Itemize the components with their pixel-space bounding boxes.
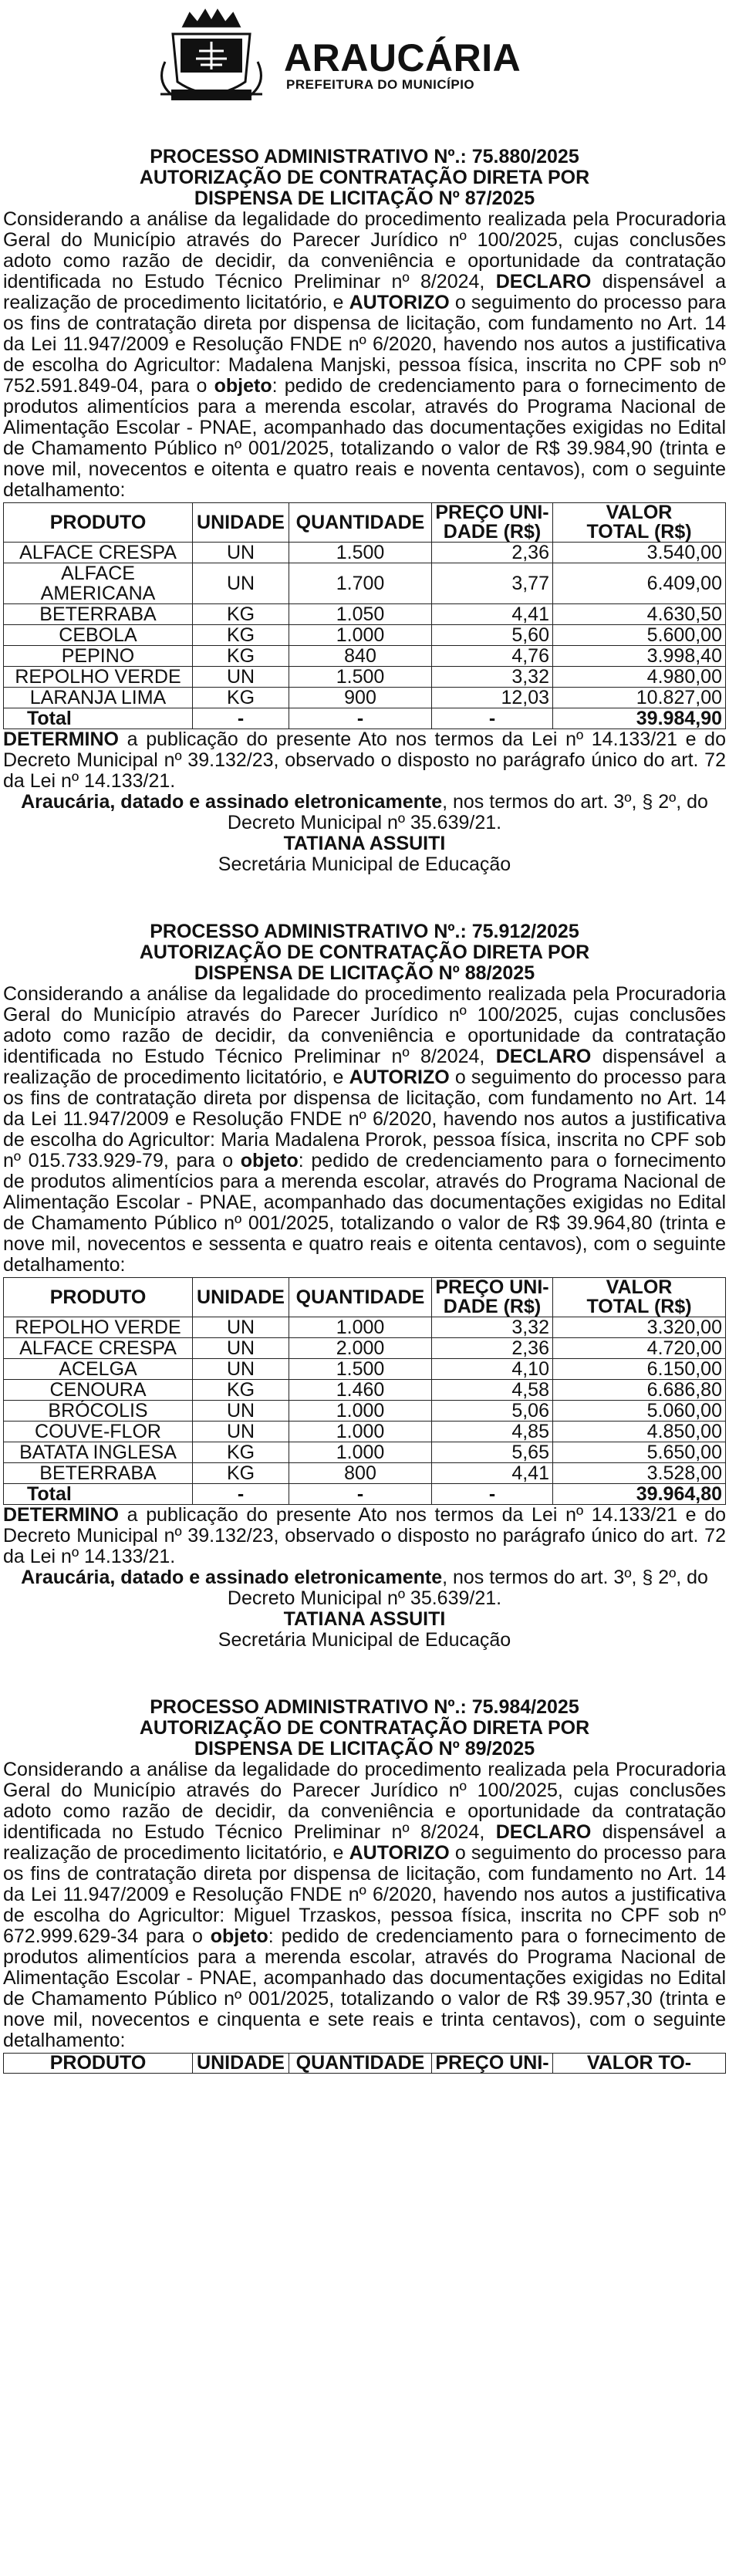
brand-name: ARAUCÁRIA [284,36,521,79]
act-body [3,1760,726,2051]
col-produto: PRODUTO [4,2054,193,2074]
body-part: : pedido de credenciamento para o fornecimento de produtos alimentícios para a merenda escolar, através do Programa Nacional de Alimentação Escolar - PNAE, acompanhado das documentações exigidas no Edital de Chamamento Público nº 001/2025, totalizando o valor de R$ 39.957,30 (trinta e nove mil, novecentos e cinquenta e sete reais e trinta centavos), com o seguinte detalhamento: [3,1925,726,2051]
cell-preco: 4,41 [432,1463,553,1484]
cell-preco: 3,32 [432,667,553,688]
items-table [3,502,726,729]
section-divider [3,875,726,921]
body-part: dispensável a realização de procedimento licitatório, e [3,1046,727,1088]
total-dash: - [289,1484,432,1505]
cell-total: 4.720,00 [553,1338,726,1359]
cell-unidade: KG [193,1463,289,1484]
body-part: Considerando a análise da legalidade do procedimento realizada pela Procuradoria Geral do Município através do Parecer Jurídico nº 100/2025, cujas conclusões adoto como razão de decidir, da conveniência e oportunidade da contratação identificada no Estudo Técnico Preliminar nº 8/2024, [3,983,726,1067]
cell-total: 5.650,00 [553,1442,726,1463]
cell-total: 10.827,00 [553,688,726,708]
col-preco: PREÇO UNI- DADE (R$) [432,1278,553,1317]
cell-total: 4.980,00 [553,667,726,688]
act-section-88 [3,921,726,1651]
table-row [4,1442,726,1463]
table-row [4,1317,726,1338]
cell-total: 3.540,00 [553,543,726,563]
process-number: PROCESSO ADMINISTRATIVO Nº.: 75.984/2025 [150,1696,579,1718]
cell-quantidade: 1.000 [289,625,432,646]
body-part: o seguimento do processo para os fins de contratação direta por dispensa de licitação, com fundamento no Art. 14 da Lei 11.947/2009 e Resolução FNDE nº 6/2020, havendo nos autos a justificativa de escolha do Agricultor: Maria Madalena Prorok, pessoa física, inscrita no CPF sob nº 015.733.929-79, para o [3,1067,726,1171]
closing-line [3,1567,726,1609]
cell-preco: 5,65 [432,1442,553,1463]
determination [3,729,726,792]
cell-unidade: UN [193,1422,289,1442]
cell-preco: 2,36 [432,543,553,563]
cell-unidade: KG [193,688,289,708]
act-section-89 [3,1697,726,2074]
cell-unidade: UN [193,667,289,688]
cell-unidade: UN [193,1401,289,1422]
cell-produto: CENOURA [4,1380,193,1401]
cell-preco: 3,77 [432,563,553,604]
table-row [4,1422,726,1442]
signatory-role: Secretária Municipal de Educação [218,1629,511,1651]
cell-preco: 4,10 [432,1359,553,1380]
determination-text: a publicação do presente Ato nos termos da Lei nº 14.133/21 e do Decreto Municipal nº 39.132/23, observado o disposto no parágrafo único do art. 72 da Lei nº 14.133/21. [3,729,726,792]
col-unidade: UNIDADE [193,2054,289,2074]
cell-produto: BETERRABA [4,604,193,625]
cell-unidade: KG [193,646,289,667]
body-part: Considerando a análise da legalidade do procedimento realizada pela Procuradoria Geral do Município através do Parecer Jurídico nº 100/2025, cujas conclusões adoto como razão de decidir, da conveniência e oportunidade da contratação identificada no Estudo Técnico Preliminar nº 8/2024, [3,1759,726,1843]
cell-produto: REPOLHO VERDE [4,1317,193,1338]
cell-quantidade: 1.500 [289,1359,432,1380]
body-part: o seguimento do processo para os fins de contratação direta por dispensa de licitação, com fundamento no Art. 14 da Lei 11.947/2009 e Resolução FNDE nº 6/2020, havendo nos autos a justificativa de escolha do Agricultor: Miguel Trzaskos, pessoa física, inscrita no CPF sob nº 672.999.629-34 para o [3,1842,726,1947]
act-title-block [3,147,726,209]
declaro-keyword: DECLARO [495,1046,592,1067]
act-title-block [3,1697,726,1760]
autorizo-keyword: AUTORIZO [349,1842,450,1864]
act-body [3,984,726,1276]
cell-preco: 4,41 [432,604,553,625]
body-part: o seguimento do processo para os fins de contratação direta por dispensa de licitação, com fundamento no Art. 14 da Lei 11.947/2009 e Resolução FNDE nº 6/2020, havendo nos autos a justificativa de escolha do Agricultor: Madalena Manjski, pessoa física, inscrita no CPF sob nº 752.591.849-04, para o [3,292,726,397]
cell-total: 6.150,00 [553,1359,726,1380]
cell-unidade: KG [193,1442,289,1463]
process-number: PROCESSO ADMINISTRATIVO Nº.: 75.912/2025 [150,921,579,942]
cell-produto: LARANJA LIMA [4,688,193,708]
total-dash: - [193,708,289,729]
body-part: : pedido de credenciamento para o fornecimento de produtos alimentícios para a merenda escolar, através do Programa Nacional de Alimentação Escolar - PNAE, acompanhado das documentações exigidas no Edital de Chamamento Público nº 001/2025, totalizando o valor de R$ 39.964,80 (trinta e nove mil, novecentos e sessenta e quatro reais e oitenta centavos), com o seguinte detalhamento: [3,1150,726,1276]
table-row [4,604,726,625]
section-divider [3,1651,726,1697]
objeto-keyword: objeto [240,1150,299,1171]
cell-total: 6.409,00 [553,563,726,604]
items-table [3,2053,726,2074]
cell-produto: BATATA INGLESA [4,1442,193,1463]
cell-quantidade: 1.050 [289,604,432,625]
closing-rest: , nos termos do art. 3º, § 2º, do Decreto Municipal nº 35.639/21. [227,791,708,833]
cell-quantidade: 1.000 [289,1401,432,1422]
table-body [4,543,726,708]
col-preco: PREÇO UNI- [432,2054,553,2074]
cell-produto: ALFACE CRESPA [4,1338,193,1359]
col-quantidade: QUANTIDADE [289,1278,432,1317]
cell-quantidade: 900 [289,688,432,708]
table-row [4,688,726,708]
total-label: Total [4,708,193,729]
declaro-keyword: DECLARO [495,1821,592,1843]
cell-preco: 3,32 [432,1317,553,1338]
signatory-name: TATIANA ASSUITI [283,833,446,854]
cell-produto: ACELGA [4,1359,193,1380]
table-row [4,543,726,563]
cell-preco: 4,58 [432,1380,553,1401]
autorizo-keyword: AUTORIZO [349,292,450,313]
cell-produto: BETERRABA [4,1463,193,1484]
col-produto: PRODUTO [4,503,193,543]
cell-quantidade: 840 [289,646,432,667]
declaro-keyword: DECLARO [495,271,592,292]
body-part: : pedido de credenciamento para o fornecimento de produtos alimentícios para a merenda escolar, através do Programa Nacional de Alimentação Escolar - PNAE, acompanhado das documentações exigidas no Edital de Chamamento Público nº 001/2025, totalizando o valor de R$ 39.984,90 (trinta e nove mil, novecentos e oitenta e quatro reais e noventa centavos), com o seguinte detalhamento: [3,375,726,501]
body-part: dispensável a realização de procedimento licitatório, e [3,1821,727,1864]
determination [3,1505,726,1567]
cell-unidade: UN [193,1317,289,1338]
cell-produto: ALFACE AMERICANA [4,563,193,604]
cell-preco: 2,36 [432,1338,553,1359]
col-valor: VALOR TO- [553,2054,726,2074]
cell-produto: COUVE-FLOR [4,1422,193,1442]
body-part: Considerando a análise da legalidade do procedimento realizada pela Procuradoria Geral do Município através do Parecer Jurídico nº 100/2025, cujas conclusões adoto como razão de decidir, da conveniência e oportunidade da contratação identificada no Estudo Técnico Preliminar nº 8/2024, [3,208,726,292]
table-total-row [4,1484,726,1505]
table-row [4,667,726,688]
cell-unidade: KG [193,1380,289,1401]
col-valor: VALOR TOTAL (R$) [553,503,726,543]
act-body [3,209,726,501]
municipal-crest-icon [150,8,273,110]
table-header-row [4,2054,726,2074]
cell-quantidade: 1.460 [289,1380,432,1401]
cell-quantidade: 1.000 [289,1422,432,1442]
cell-quantidade: 2.000 [289,1338,432,1359]
cell-total: 6.686,80 [553,1380,726,1401]
col-produto: PRODUTO [4,1278,193,1317]
cell-unidade: KG [193,604,289,625]
determino-keyword: DETERMINO [3,1504,119,1526]
act-title-block [3,921,726,984]
table-header-row [4,1278,726,1317]
cell-total: 5.060,00 [553,1401,726,1422]
col-unidade: UNIDADE [193,1278,289,1317]
table-row [4,1359,726,1380]
table-row [4,563,726,604]
cell-quantidade: 800 [289,1463,432,1484]
total-label: Total [4,1484,193,1505]
col-valor: VALOR TOTAL (R$) [553,1278,726,1317]
closing-bold: Araucária, datado e assinado eletronicamente [21,791,443,813]
cell-total: 5.600,00 [553,625,726,646]
cell-quantidade: 1.500 [289,543,432,563]
authorization-title: AUTORIZAÇÃO DE CONTRATAÇÃO DIRETA POR [139,1717,590,1739]
total-dash: - [193,1484,289,1505]
header [3,0,726,147]
cell-produto: PEPINO [4,646,193,667]
cell-unidade: UN [193,1359,289,1380]
table-row [4,625,726,646]
col-quantidade: QUANTIDADE [289,2054,432,2074]
table-header-row [4,503,726,543]
signatory-name: TATIANA ASSUITI [283,1608,446,1630]
cell-total: 4.630,50 [553,604,726,625]
table-row [4,1380,726,1401]
cell-total: 3.998,40 [553,646,726,667]
determino-keyword: DETERMINO [3,729,119,750]
objeto-keyword: objeto [210,1925,268,1947]
cell-quantidade: 1.000 [289,1442,432,1463]
total-dash: - [289,708,432,729]
authorization-title: AUTORIZAÇÃO DE CONTRATAÇÃO DIRETA POR [139,167,590,188]
total-dash: - [432,708,553,729]
cell-unidade: UN [193,563,289,604]
table-row [4,1338,726,1359]
cell-unidade: UN [193,543,289,563]
brand-subtitle: PREFEITURA DO MUNICÍPIO [286,77,475,92]
table-row [4,1463,726,1484]
col-quantidade: QUANTIDADE [289,503,432,543]
cell-unidade: UN [193,1338,289,1359]
authorization-title: AUTORIZAÇÃO DE CONTRATAÇÃO DIRETA POR [139,941,590,963]
body-part: dispensável a realização de procedimento licitatório, e [3,271,727,313]
brand [284,36,521,93]
total-value: 39.964,80 [553,1484,726,1505]
cell-preco: 12,03 [432,688,553,708]
table-row [4,1401,726,1422]
autorizo-keyword: AUTORIZO [349,1067,450,1088]
cell-total: 4.850,00 [553,1422,726,1442]
cell-produto: ALFACE CRESPA [4,543,193,563]
cell-produto: BRÓCOLIS [4,1401,193,1422]
determination-text: a publicação do presente Ato nos termos da Lei nº 14.133/21 e do Decreto Municipal nº 39.132/23, observado o disposto no parágrafo único do art. 72 da Lei nº 14.133/21. [3,1504,726,1567]
cell-preco: 5,60 [432,625,553,646]
cell-preco: 5,06 [432,1401,553,1422]
col-unidade: UNIDADE [193,503,289,543]
cell-produto: REPOLHO VERDE [4,667,193,688]
total-dash: - [432,1484,553,1505]
table-body [4,1317,726,1484]
cell-unidade: KG [193,625,289,646]
cell-produto: CEBOLA [4,625,193,646]
cell-quantidade: 1.000 [289,1317,432,1338]
cell-preco: 4,76 [432,646,553,667]
items-table [3,1277,726,1505]
signatory-role: Secretária Municipal de Educação [218,854,511,875]
dispensa-number: DISPENSA DE LICITAÇÃO Nº 89/2025 [194,1738,535,1760]
cell-total: 3.528,00 [553,1463,726,1484]
table-row [4,646,726,667]
act-section-87 [3,147,726,875]
cell-quantidade: 1.700 [289,563,432,604]
cell-total: 3.320,00 [553,1317,726,1338]
dispensa-number: DISPENSA DE LICITAÇÃO Nº 87/2025 [194,188,535,209]
cell-quantidade: 1.500 [289,667,432,688]
objeto-keyword: objeto [214,375,272,397]
process-number: PROCESSO ADMINISTRATIVO Nº.: 75.880/2025 [150,146,579,167]
cell-preco: 4,85 [432,1422,553,1442]
dispensa-number: DISPENSA DE LICITAÇÃO Nº 88/2025 [194,962,535,984]
closing-line [3,792,726,833]
total-value: 39.984,90 [553,708,726,729]
col-preco: PREÇO UNI- DADE (R$) [432,503,553,543]
closing-bold: Araucária, datado e assinado eletronicamente [21,1567,443,1588]
table-total-row [4,708,726,729]
closing-rest: , nos termos do art. 3º, § 2º, do Decreto Municipal nº 35.639/21. [227,1567,708,1609]
